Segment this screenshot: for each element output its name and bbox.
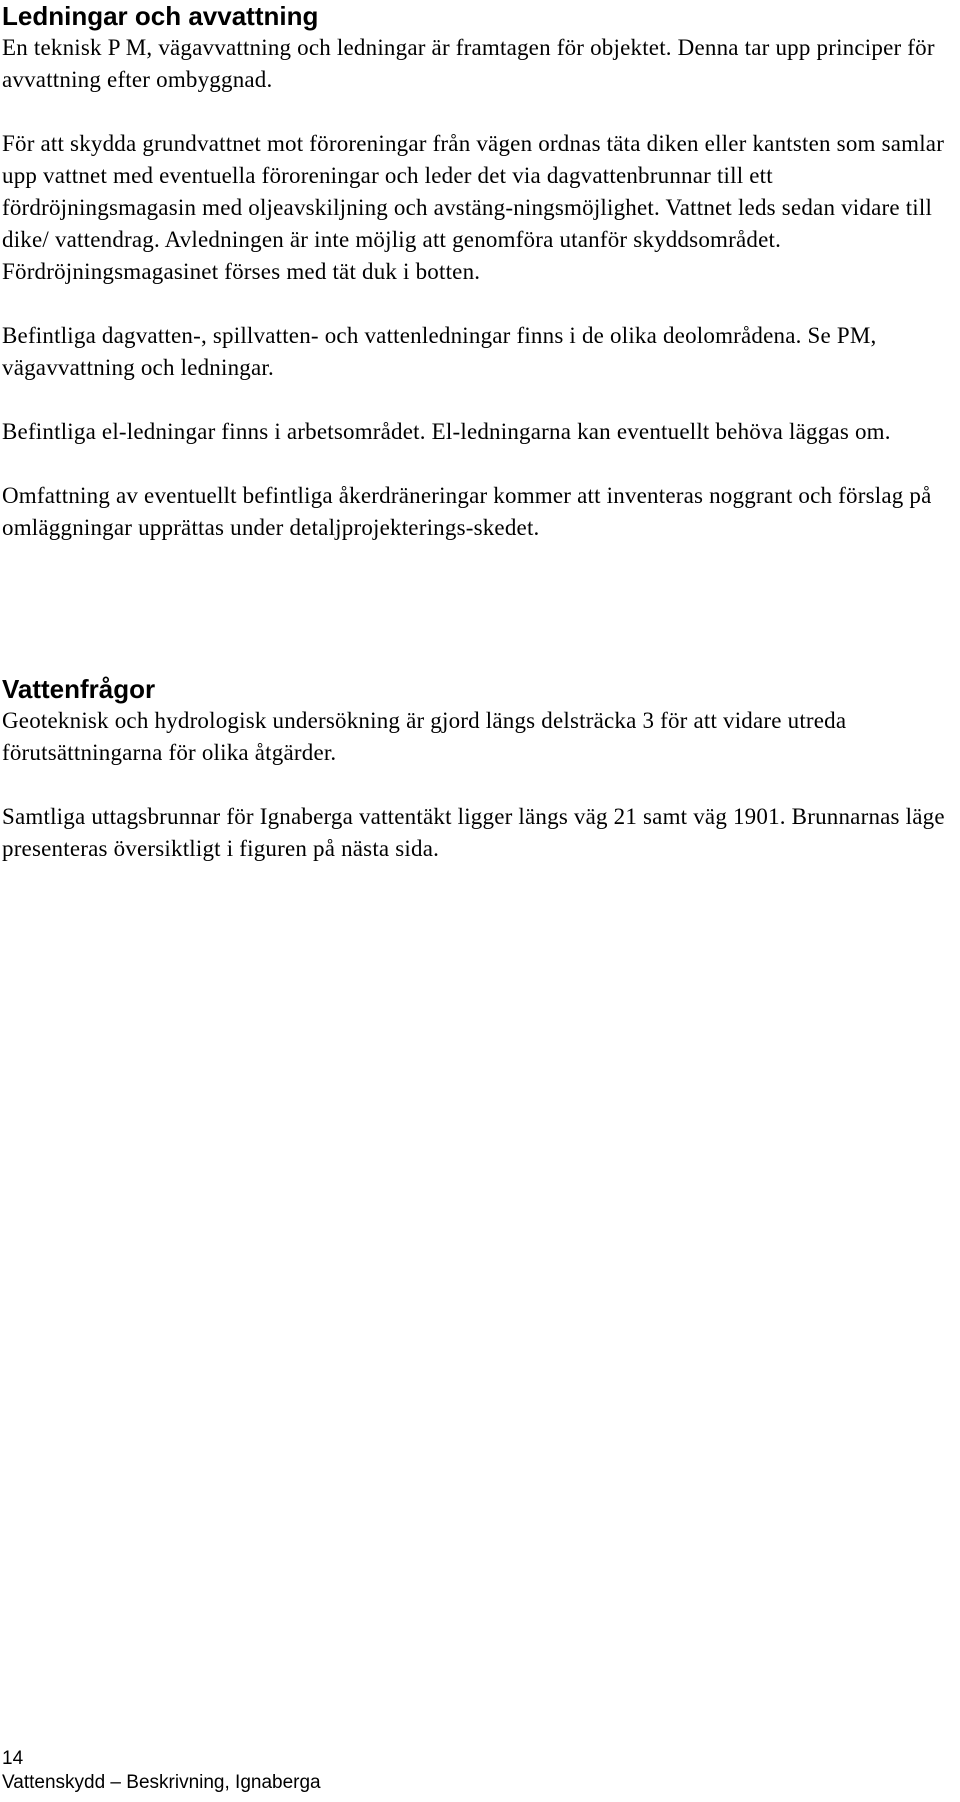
- paragraph-spacer: [2, 96, 957, 128]
- section-intro-paragraph: En teknisk P M, vägavvattning och ledningar är framtagen för objektet. Denna tar upp principer för avvattning efter ombyggnad.: [2, 35, 935, 92]
- section-heading: Vattenfrågor: [2, 674, 156, 704]
- body-paragraph: Omfattning av eventuellt befintliga åkerdräneringar kommer att inventeras noggrant och förslag på omläggningar upprättas under detaljprojekterings-skedet.: [2, 483, 932, 540]
- paragraph-spacer: [2, 448, 957, 480]
- page-footer: [2, 1748, 957, 1796]
- section-vattenfragor: [2, 673, 957, 865]
- document-title: Vattenskydd – Beskrivning, Ignaberga: [2, 1772, 321, 1793]
- paragraph-spacer: [2, 769, 957, 801]
- paragraph-spacer: [2, 288, 957, 320]
- section-heading: Ledningar och avvattning: [2, 1, 319, 31]
- section-ledningar: [2, 0, 957, 544]
- body-paragraph: Befintliga el-ledningar finns i arbetsområdet. El-ledningarna kan eventuellt behöva läggas om.: [2, 419, 891, 444]
- section-intro-paragraph: Geoteknisk och hydrologisk undersökning är gjord längs delsträcka 3 för att vidare utreda förutsättningarna för olika åtgärder.: [2, 708, 847, 765]
- paragraph-spacer: [2, 384, 957, 416]
- body-paragraph: Befintliga dagvatten-, spillvatten- och vattenledningar finns i de olika deolområdena. Se PM, vägavvattning och ledningar.: [2, 323, 877, 380]
- page-number: 14: [2, 1748, 24, 1769]
- body-paragraph: För att skydda grundvattnet mot föroreningar från vägen ordnas täta diken eller kantsten som samlar upp vattnet med eventuella föroreningar och leder det via dagvattenbrunnar till ett fördröjningsmagasin med oljeavskiljning och avstäng-ningsmöjlighet. Vattnet leds sedan vidare till dike/ vattendrag. Avledningen är inte möjlig att genomföra utanför skyddsområdet. Fördröjningsmagasinet förses med tät duk i botten.: [2, 131, 945, 284]
- body-paragraph: Samtliga uttagsbrunnar för Ignaberga vattentäkt ligger längs väg 21 samt väg 1901. Brunnarnas läge presenteras översiktligt i figuren på nästa sida.: [2, 804, 945, 861]
